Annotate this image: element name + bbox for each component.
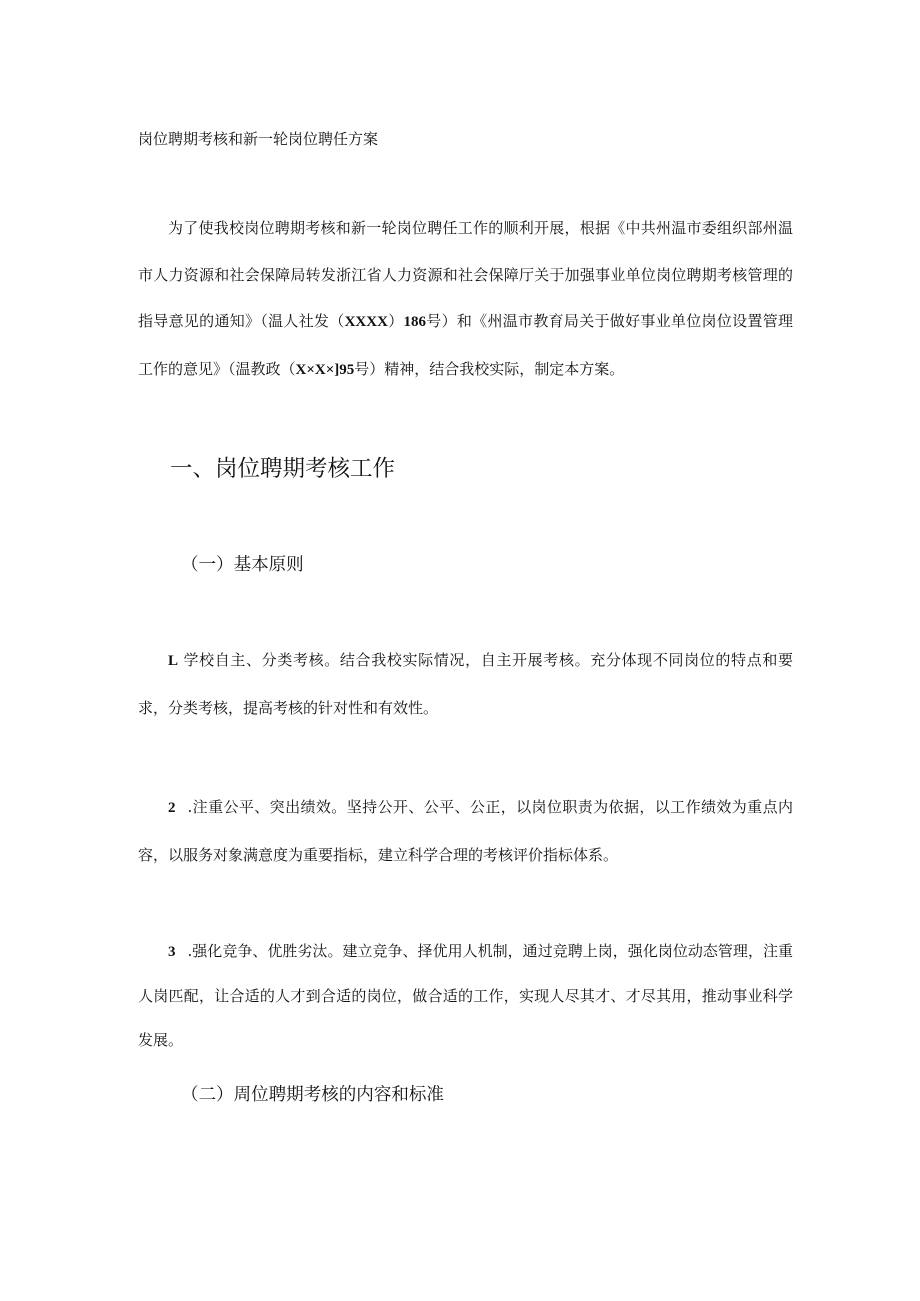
item-text: .注重公平、突出绩效。坚持公开、公平、公正，以岗位职责为依据，以工作绩效为重点内容，以服务对象满意度为重要指标，建立科学合理的考核评价指标体系。 — [138, 798, 793, 864]
item-number: L — [168, 653, 179, 669]
intro-code-2: X×X×]95 — [295, 361, 355, 378]
principle-item-1 — [138, 637, 793, 731]
item-number: 3 — [168, 944, 176, 960]
document-title: 岗位聘期考核和新一轮岗位聘任方案 — [138, 130, 379, 148]
principle-item-3 — [138, 929, 793, 1062]
item-number: 2 — [168, 800, 176, 816]
intro-number-1: 186 — [403, 314, 427, 330]
intro-text-1: 为了使我校岗位聘期考核和新一轮岗位聘任工作的顺利开展，根据《中共州温市委组织部州温市人力资源和社会保障局转发浙江省人力资源和社会保障厅关于加强事业单位岗位聘期考核管理的指导意见的通知》（温人社发（ — [138, 219, 793, 330]
intro-paragraph — [138, 205, 793, 393]
principle-item-2 — [138, 784, 793, 878]
subsection-heading-2: （二）周位聘期考核的内容和标准 — [181, 1085, 444, 1105]
intro-text-3: 号）和《州温市教育局关于做好事业单位岗位设置管理工作的意见》（温教政（ — [138, 312, 793, 378]
intro-text-4: 号）精神，结合我校实际，制定本方案。 — [354, 359, 625, 378]
item-text: .强化竞争、优胜劣汰。建立竞争、择优用人机制，通过竞聘上岗，强化岗位动态管理，注重人岗匹配，让合适的人才到合适的岗位，做合适的工作，实现人尽其才、才尽其用，推动事业科学发展。 — [138, 942, 793, 1049]
intro-code-1: XXXX — [344, 314, 388, 330]
intro-text-2: ） — [387, 312, 404, 330]
section-heading-1: 一、岗位聘期考核工作 — [170, 456, 396, 482]
item-text: 学校自主、分类考核。结合我校实际情况，自主开展考核。充分体现不同岗位的特点和要求，分类考核，提高考核的针对性和有效性。 — [138, 651, 793, 717]
subsection-heading-1: （一）基本原则 — [181, 555, 304, 575]
